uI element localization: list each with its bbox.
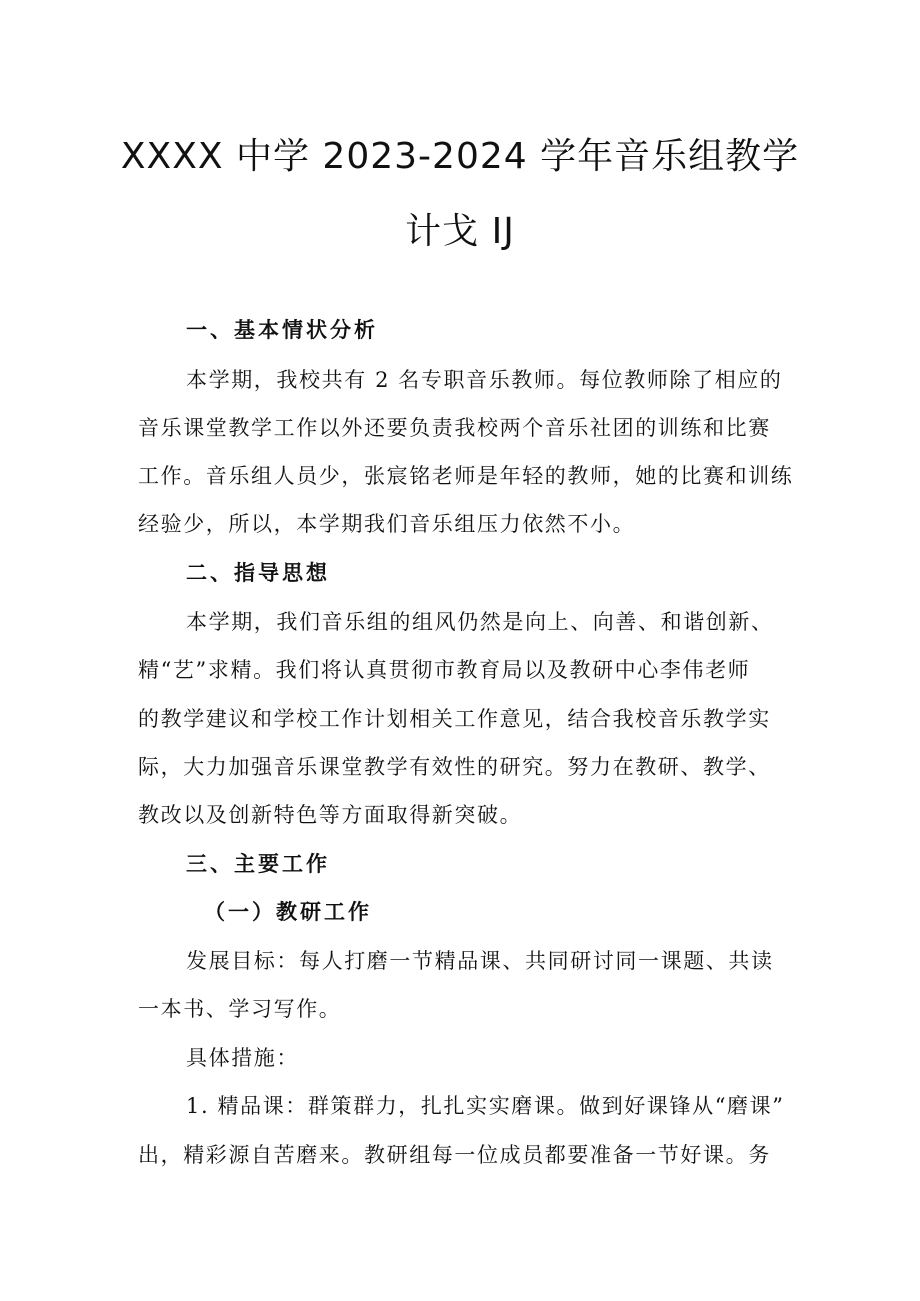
paragraph-line: 本学期，我们音乐组的组风仍然是向上、向善、和谐创新、 (186, 610, 774, 634)
paragraph-line: 一本书、学习写作。 (138, 997, 342, 1021)
paragraph-line: 的教学建议和学校工作计划相关工作意见，结合我校音乐教学实 (138, 707, 771, 731)
section-heading-main-work: 三、主要工作 (186, 851, 330, 876)
paragraph-line: 教改以及创新特色等方面取得新突破。 (138, 803, 523, 827)
document-title-line-1: XXXX 中学 2023-2024 学年音乐组教学 (120, 136, 800, 177)
paragraph-line: 工作。音乐组人员少，张宸铭老师是年轻的教师，她的比赛和训练 (138, 464, 794, 488)
paragraph-line: 发展目标：每人打磨一节精品课、共同研讨同一课题、共读 (186, 949, 774, 973)
paragraph-line: 1. 精品课：群策群力，扎扎实实磨课。做到好课锋从“磨课” (186, 1094, 785, 1118)
paragraph-line: 际，大力加强音乐课堂教学有效性的研究。努力在教研、教学、 (138, 755, 771, 779)
subsection-heading-teaching-research: （一）教研工作 (204, 899, 372, 924)
section-heading-basic-situation: 一、基本情状分析 (186, 317, 378, 342)
paragraph-line: 具体措施： (186, 1046, 299, 1070)
paragraph-line: 经验少，所以，本学期我们音乐组压力依然不小。 (138, 512, 636, 536)
paragraph-line: 音乐课堂教学工作以外还要负责我校两个音乐社团的训练和比赛 (138, 416, 771, 440)
section-heading-guiding-ideology: 二、指导思想 (186, 560, 330, 585)
document-title-line-2: 计戈 IJ (405, 211, 515, 252)
paragraph-line: 本学期，我校共有 2 名专职音乐教师。每位教师除了相应的 (186, 368, 783, 392)
paragraph-line: 出，精彩源自苦磨来。教研组每一位成员都要准备一节好课。务 (138, 1143, 771, 1167)
paragraph-line: 精“艺”求精。我们将认真贯彻市教育局以及教研中心李伟老师 (138, 658, 751, 682)
